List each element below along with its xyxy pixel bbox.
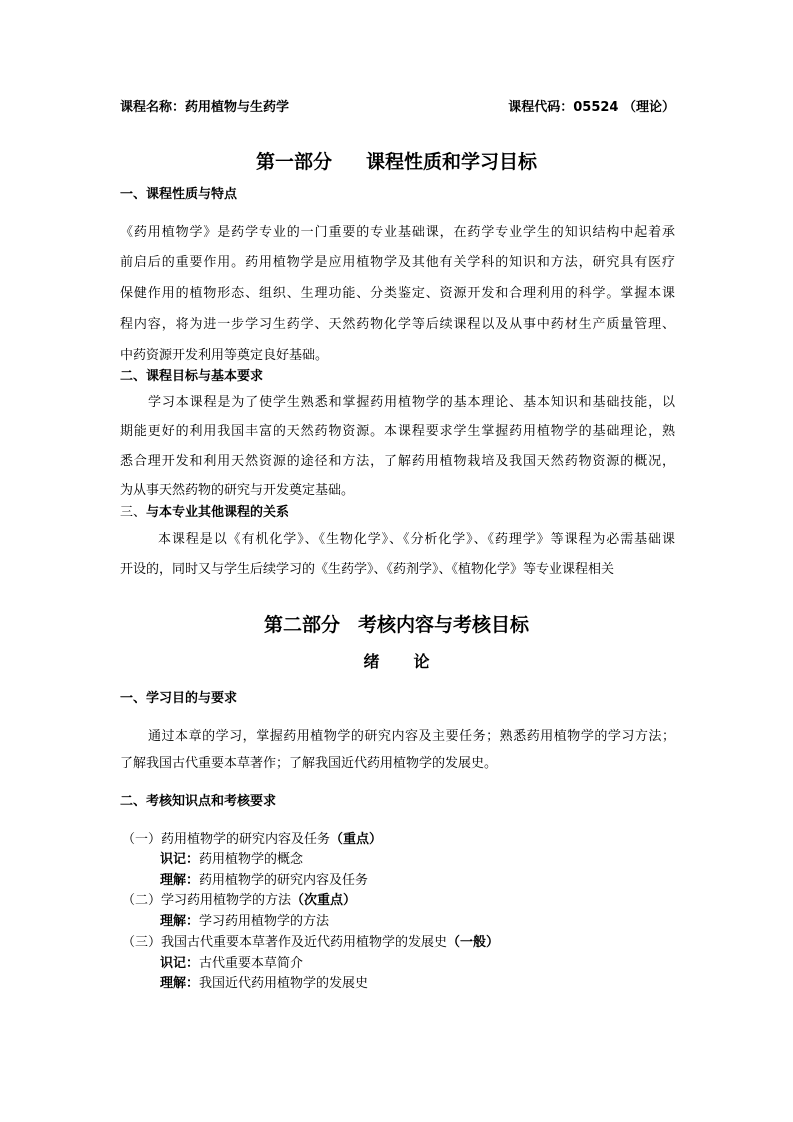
requirement (160, 851, 715, 869)
section-heading: 一、课程性质与特点 (120, 187, 238, 202)
paragraph-line: 了解我国古代重要本草著作；了解我国近代药用植物学的发展史。 (120, 756, 498, 771)
item-text: 我国古代重要本草著作及近代药用植物学的发展史 (161, 935, 448, 950)
item-text: 药用植物学的研究内容及任务 (161, 832, 331, 847)
paragraph-line: 学习本课程是为了使学生熟悉和掌握药用植物学的基本理论、基本知识和基础技能，以 (148, 395, 675, 410)
part2-title-b: 考核内容与考核目标 (358, 614, 530, 636)
knowledge-item (122, 934, 677, 952)
paragraph-line: 中药资源开发利用等奠定良好基础。 (120, 348, 329, 363)
knowledge-item (122, 831, 677, 849)
paragraph-line: 开设的，同时又与学生后续学习的《生药学》、《药剂学》、《植物化学》等专业课程相关 (120, 562, 615, 577)
req-label: 识记： (160, 852, 200, 867)
req-text: 学习药用植物学的方法 (199, 914, 330, 929)
section-heading (120, 504, 675, 522)
item-number: （三） (122, 935, 162, 950)
item-level: （一般） (447, 935, 500, 950)
section-heading: 二、考核知识点和考核要求 (120, 794, 277, 809)
item-number: （一） (122, 832, 162, 847)
req-label: 识记： (160, 956, 200, 971)
knowledge-item (122, 892, 677, 910)
item-number: （二） (122, 893, 162, 908)
course-code: 课程代码：05524 （理论） (508, 100, 675, 115)
req-label: 理解： (160, 914, 200, 929)
req-text: 药用植物学的概念 (199, 852, 304, 867)
req-text: 古代重要本草简介 (199, 956, 304, 971)
paragraph-line: 前启后的重要作用。药用植物学是应用植物学及其他有关学科的知识和方法，研究具有医疗 (120, 255, 675, 270)
part1-title-a: 第一部分 (255, 151, 332, 173)
section-heading-prefix: 三、 (120, 505, 147, 520)
paragraph-line: 程内容，将为进一步学习生药学、天然药物化学等后续课程以及从事中药材生产质量管理、 (120, 317, 675, 332)
chapter-title-a: 绪 (363, 652, 380, 671)
part2-title (0, 613, 793, 637)
req-label: 理解： (160, 976, 200, 991)
req-text: 药用植物学的研究内容及任务 (199, 873, 369, 888)
course-name: 课程名称：药用植物与生药学 (120, 100, 290, 115)
section-heading-text: 与本专业其他课程的关系 (146, 505, 290, 520)
chapter-title-b: 论 (413, 652, 430, 671)
req-text: 我国近代药用植物学的发展史 (199, 976, 369, 991)
part1-title-b: 课程性质和学习目标 (366, 151, 538, 173)
section-heading: 一、学习目的与要求 (120, 691, 238, 706)
chapter-title (0, 650, 793, 674)
part2-title-a: 第二部分 (263, 614, 340, 636)
item-level: （次重点） (291, 893, 357, 908)
paragraph-line: 为从事天然药物的研究与开发奠定基础。 (120, 483, 355, 498)
paragraph-line: 保健作用的植物形态、组织、生理功能、分类鉴定、资源开发和合理利用的科学。掌握本课 (120, 286, 675, 301)
paragraph-line: 本课程是以《有机化学》、《生物化学》、《分析化学》、《药理学》等课程为必需基础课 (158, 532, 675, 547)
paragraph-line: 《药用植物学》是药学专业的一门重要的专业基础课，在药学专业学生的知识结构中起着承 (120, 225, 675, 240)
part1-title (0, 150, 793, 174)
requirement (160, 975, 715, 993)
paragraph-line: 通过本章的学习，掌握药用植物学的研究内容及主要任务；熟悉药用植物学的学习方法； (148, 729, 675, 744)
requirement (160, 955, 715, 973)
requirement (160, 913, 715, 931)
paragraph-line: 期能更好的利用我国丰富的天然药物资源。本课程要求学生掌握药用植物学的基础理论，熟 (120, 424, 675, 439)
req-label: 理解： (160, 873, 200, 888)
paragraph-line: 悉合理开发和利用天然资源的途径和方法，了解药用植物栽培及我国天然药物资源的概况， (120, 454, 675, 469)
item-level: （重点） (330, 832, 383, 847)
requirement (160, 872, 715, 890)
item-text: 学习药用植物学的方法 (161, 893, 292, 908)
section-heading: 二、课程目标与基本要求 (120, 369, 264, 384)
